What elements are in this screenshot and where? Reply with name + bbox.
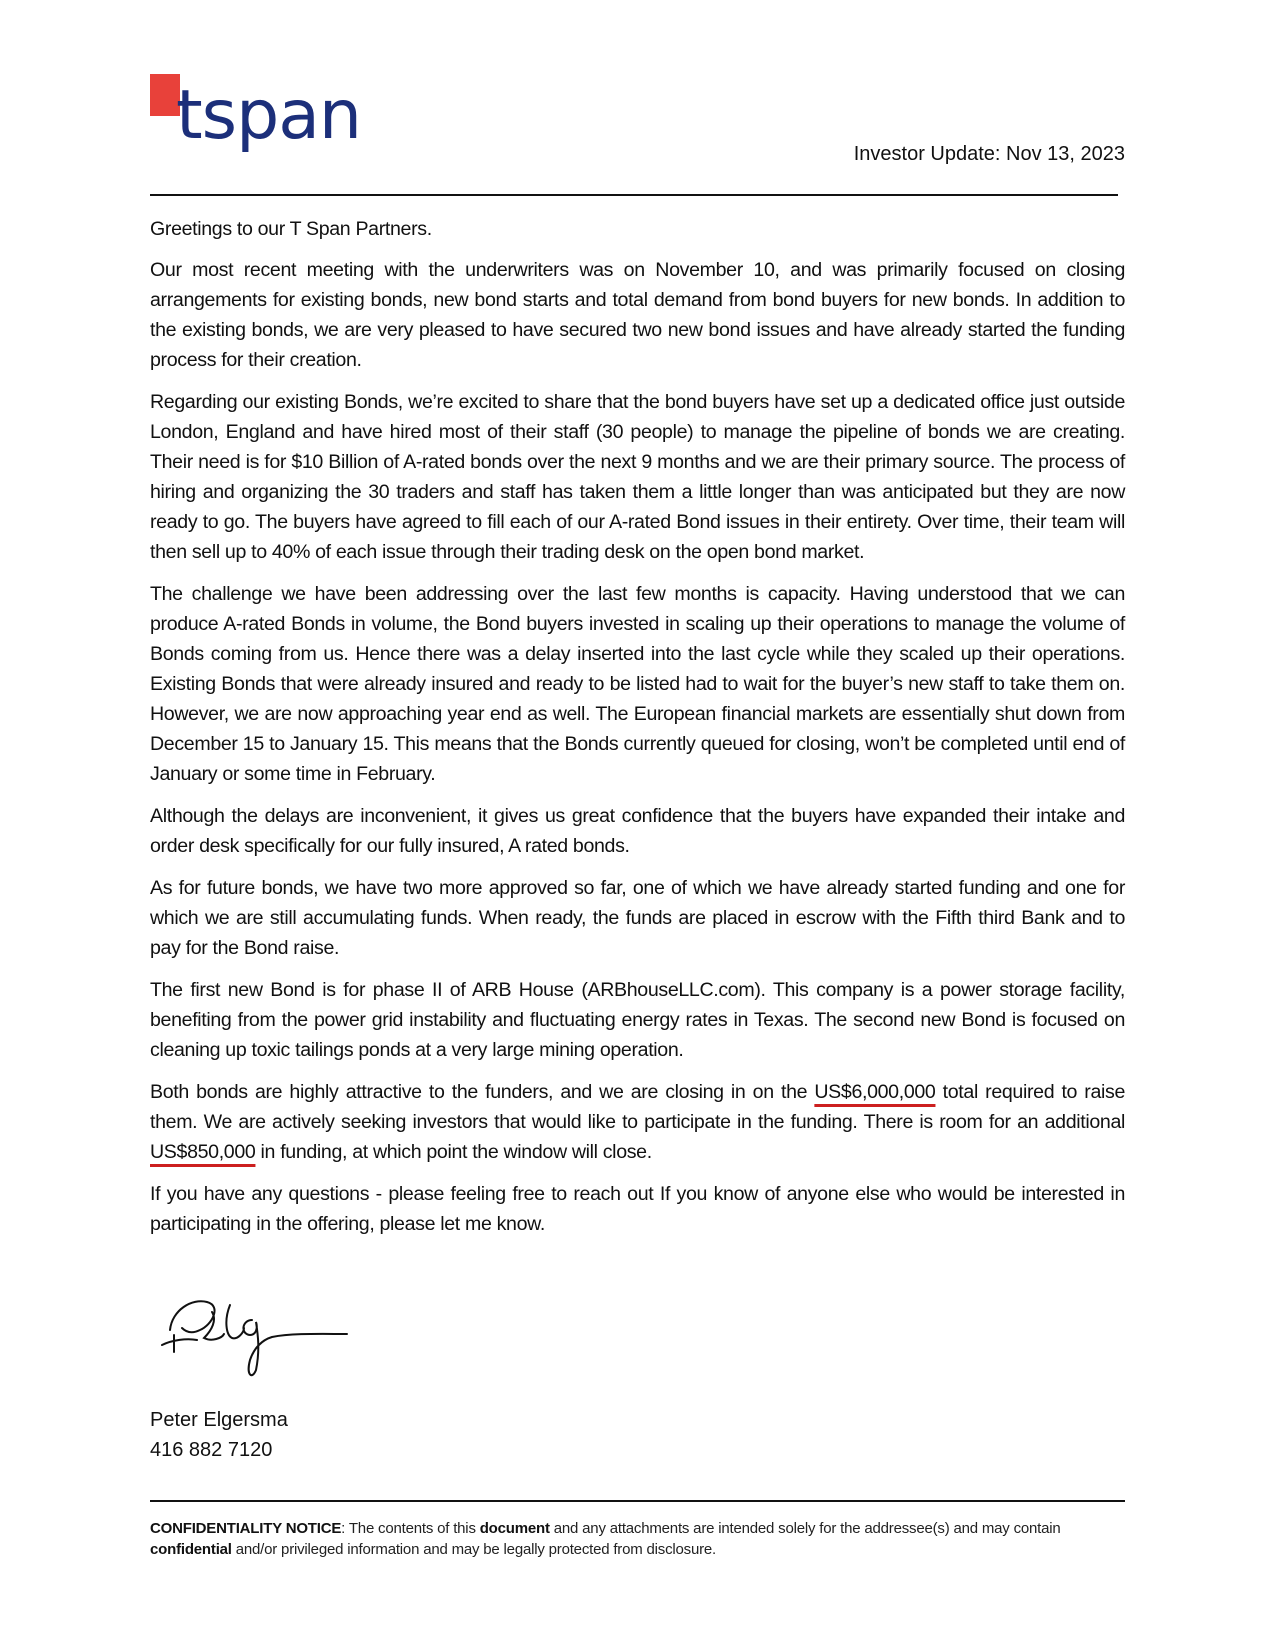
paragraph-delays: Although the delays are inconvenient, it gives us great confidence that the buyers have expanded their intake and order desk specifically for our fully insured, A rated bonds. [150, 805, 1125, 857]
investor-update-date: Investor Update: Nov 13, 2023 [853, 143, 1125, 165]
paragraph-existing-bonds: Regarding our existing Bonds, we’re excited to share that the bond buyers have set up a dedicated office just outside London, England and have hired most of their staff (30 people) to manage the pipeline of bonds we are creating. Their need is for $10 Billion of A-rated bonds over the next 9 months and we are their primary source. The process of hiring and organizing the 30 traders and staff has taken them a little longer than was anticipated but they are now ready to go. The buyers have agreed to fill each of our A-rated Bond issues in their entirety. Over time, their team will then sell up to 40% of each issue through their trading desk on the open bond market. [150, 391, 1125, 563]
signer-phone: 416 882 7120 [150, 1439, 273, 1461]
paragraph-funding: Both bonds are highly attractive to the funders, and we are closing in on the US$6,000,000 total required to raise them. We are actively seeking investors that would like to participate in the funding. There is room for an additional US$850,000 in funding, at which point the window will close. [150, 1081, 1126, 1163]
paragraph-closing: If you have any questions - please feeling free to reach out If you know of anyone else who would be interested in participating in the offering, please let me know. [150, 1183, 1125, 1235]
letter-body [150, 214, 1125, 1251]
header-divider [150, 194, 1118, 196]
paragraph-future-bonds: As for future bonds, we have two more approved so far, one of which we have already started funding and one for which we are still accumulating funds. When ready, the funds are placed in escrow with the Fifth third Bank and to pay for the Bond raise. [150, 877, 1125, 959]
paragraph-meeting: Our most recent meeting with the underwriters was on November 10, and was primarily focused on closing arrangements for existing bonds, new bond starts and total demand from bond buyers for new bonds. In addition to the existing bonds, we are very pleased to have secured two new bond issues and have already started the funding process for their creation. [150, 259, 1125, 371]
signer-name: Peter Elgersma [150, 1409, 288, 1431]
logo-wordmark: tspan [176, 76, 362, 155]
greeting: Greetings to our T Span Partners. [150, 218, 432, 240]
amount-total-required: US$6,000,000 [814, 1081, 936, 1103]
footer-divider [150, 1500, 1125, 1502]
handwritten-signature-icon [152, 1290, 352, 1390]
amount-additional-room: US$850,000 [150, 1141, 256, 1163]
signature-block [150, 1405, 288, 1465]
paragraph-capacity: The challenge we have been addressing over the last few months is capacity. Having understood that we can produce A-rated Bonds in volume, the Bond buyers invested in scaling up their operations to manage the volume of Bonds coming from us. Hence there was a delay inserted into the last cycle while they scaled up their operations. Existing Bonds that were already insured and ready to be listed had to wait for the buyer’s new staff to take them on. However, we are now approaching year end as well. The European financial markets are essentially shut down from December 15 to January 15. This means that the Bonds currently queued for closing, won’t be completed until end of January or some time in February. [150, 583, 1125, 785]
notice-label: CONFIDENTIALITY NOTICE [150, 1520, 342, 1537]
confidentiality-notice: CONFIDENTIALITY NOTICE: The contents of this document and any attachments are intended solely for the addressee(s) and may contain confidential and/or privileged information and may be legally protected from disclosure. [150, 1520, 1061, 1558]
tspan-logo [150, 72, 380, 172]
paragraph-new-bonds: The first new Bond is for phase II of ARB House (ARBhouseLLC.com). This company is a power storage facility, benefiting from the power grid instability and fluctuating energy rates in Texas. The second new Bond is focused on cleaning up toxic tailings ponds at a very large mining operation. [150, 979, 1125, 1061]
